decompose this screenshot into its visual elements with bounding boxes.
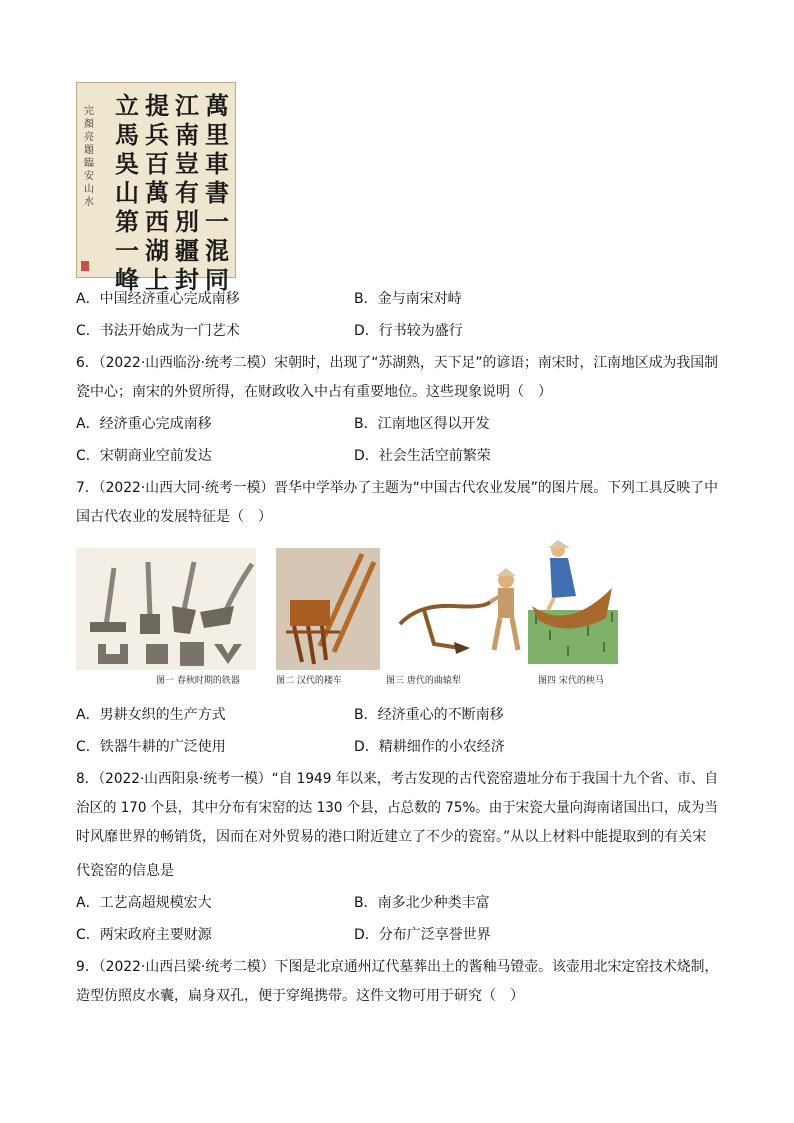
rice-stool-icon (528, 540, 618, 664)
q8-option-c: C．两宋政府主要财源 (76, 927, 212, 943)
curved-plough-icon (394, 562, 530, 662)
q6-option-d: D．社会生活空前繁荣 (354, 448, 491, 464)
q8-stem-line-1: 8．（2022·山西阳泉·统考一模）“自 1949 年以来，考古发现的古代瓷窑遗址分布于我国十九个省、市、自 (76, 771, 719, 787)
calligraphy-column-2: 江南豈有別疆封 (175, 91, 199, 294)
q6-option-b: B．江南地区得以开发 (354, 416, 490, 432)
rice-stool-figure (528, 540, 618, 664)
q7-stem-line-1: 7．（2022·山西大同·统考一模）晋华中学举办了主题为“中国古代农业发展”的图片展。下列工具反映了中 (76, 480, 718, 496)
q7-option-a: A．男耕女织的生产方式 (76, 707, 226, 723)
calligraphy-column-3: 提兵百萬西湖上 (145, 91, 169, 294)
q7-option-b: B．经济重心的不断南移 (354, 707, 504, 723)
q8-option-d: D．分布广泛享誉世界 (354, 927, 491, 943)
calligraphy-inscription: 完顏亮題臨安山水 (84, 106, 94, 208)
q8-stem-line-4: 代瓷窑的信息是 (76, 863, 174, 879)
iron-tools-icon (76, 548, 256, 670)
q7-option-c: C．铁器牛耕的广泛使用 (76, 739, 226, 755)
seed-drill-figure (276, 548, 380, 670)
figure-2-caption: 图二 汉代的耧车 (276, 676, 342, 686)
seal-stamp (81, 261, 89, 271)
figure-3-caption: 图三 唐代的曲辕犁 (386, 676, 461, 686)
q7-stem-line-2: 国古代农业的发展特征是（ ） (76, 509, 272, 525)
calligraphy-column-1: 萬里車書一混同 (205, 91, 229, 294)
q6-option-c: C．宋朝商业空前发达 (76, 448, 212, 464)
q8-option-a: A．工艺高超规模宏大 (76, 895, 212, 911)
calligraphy-image (76, 82, 236, 294)
figure-1-caption: 图一 春秋时期的铁器 (156, 676, 240, 686)
q6-stem-line-2: 瓷中心；南宋的外贸所得，在财政收入中占有重要地位。这些现象说明（ ） (76, 384, 552, 400)
q5-option-c: C．书法开始成为一门艺术 (76, 323, 240, 339)
q5-option-b: B．金与南宋对峙 (354, 291, 462, 307)
q9-stem-line-1: 9．（2022·山西吕梁·统考二模）下图是北京通州辽代墓葬出土的酱釉马镫壶。该壶用北宋定窑技术烧制， (76, 959, 719, 975)
seed-drill-icon (276, 548, 380, 670)
q5-option-a: A．中国经济重心完成南移 (76, 291, 240, 307)
q5-option-d: D．行书较为盛行 (354, 323, 463, 339)
q8-option-b: B．南多北少种类丰富 (354, 895, 490, 911)
curved-plough-figure (394, 562, 530, 662)
iron-tools-figure (76, 548, 256, 670)
q6-stem-line-1: 6．（2022·山西临汾·统考二模）宋朝时，出现了“苏湖熟，天下足”的谚语；南宋时，江南地区成为我国制 (76, 355, 718, 371)
q7-option-d: D．精耕细作的小农经济 (354, 739, 505, 755)
q8-stem-line-2: 治区的 170 个县，其中分布有宋窑的达 130 个县，占总数的 75%。由于宋瓷大量向海南诸国出口，成为当 (76, 800, 718, 816)
figure-4-caption: 图四 宋代的秧马 (538, 676, 604, 686)
q6-option-a: A．经济重心完成南移 (76, 416, 212, 432)
q9-stem-line-2: 造型仿照皮水囊，扁身双孔，便于穿绳携带。这件文物可用于研究（ ） (76, 988, 524, 1004)
calligraphy-column-4: 立馬吳山第一峰 (115, 91, 139, 294)
q8-stem-line-3: 时风靡世界的畅销货，因而在对外贸易的港口附近建立了不少的瓷窑。”从以上材料中能提取到的有关宋 (76, 829, 707, 845)
